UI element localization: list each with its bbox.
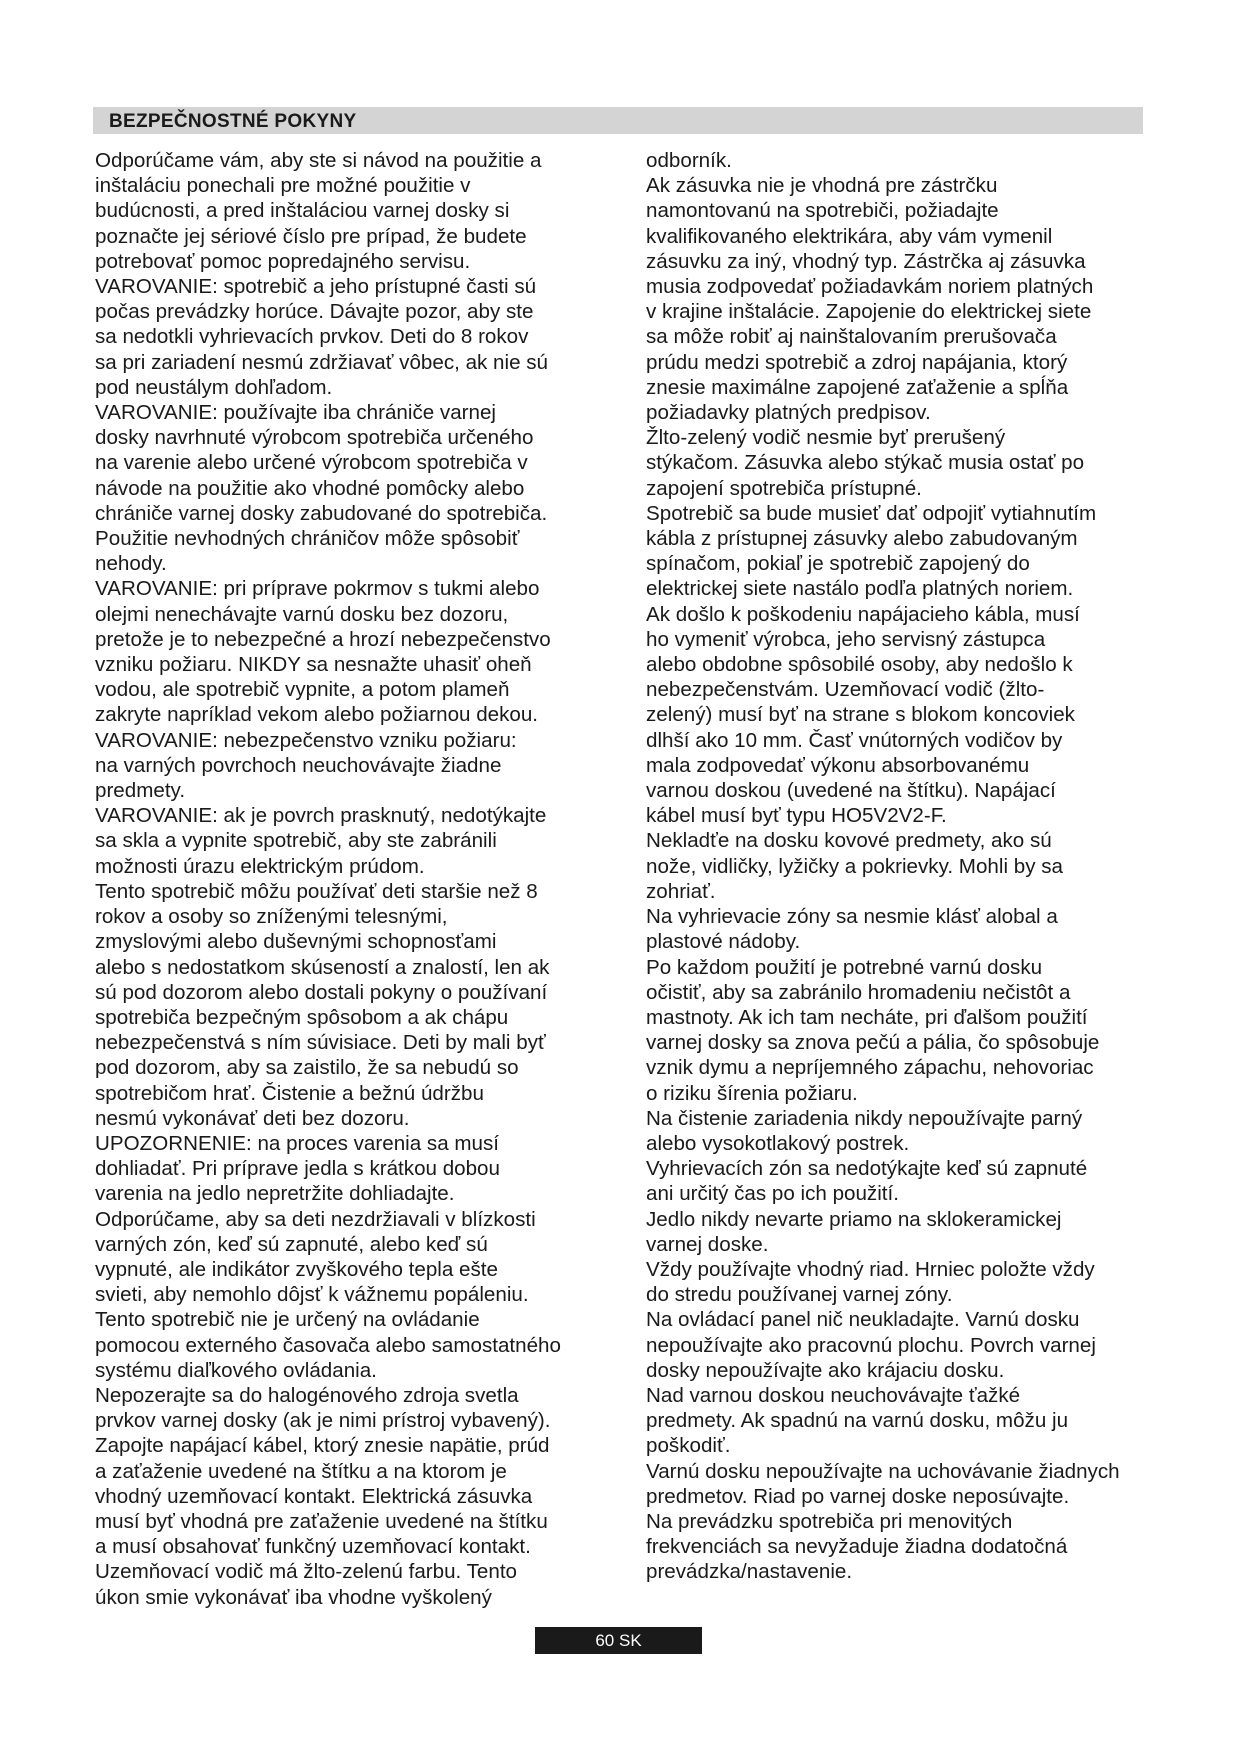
text-line: Nekladťe na dosku kovové predmety, ako sú <box>646 829 1052 853</box>
text-line: varnej dosky sa znova pečú a pália, čo spôsobuje <box>646 1031 1100 1055</box>
text-line: Na prevádzku spotrebiča pri menovitých <box>646 1509 1013 1533</box>
text-line: pod neustálym dohľadom. <box>95 375 333 399</box>
text-line: rokov a osoby so zníženými telesnými, <box>95 905 448 929</box>
text-line: Ak došlo k poškodeniu napájacieho kábla, musí <box>646 602 1080 626</box>
text-line: olejmi nenechávajte varnú dosku bez dozoru, <box>95 602 509 626</box>
text-line: zmyslovými alebo duševnými schopnosťami <box>95 930 497 954</box>
text-line: Na vyhrievacie zóny sa nesmie klásť alobal a <box>646 905 1058 929</box>
text-line: požiadavky platných predpisov. <box>646 401 931 425</box>
text-line: možnosti úrazu elektrickým prúdom. <box>95 854 425 878</box>
text-line: Uzemňovací vodič má žlto-zelenú farbu. Tento <box>95 1560 518 1584</box>
text-line: nebezpečenstvám. Uzemňovací vodič (žlto- <box>646 678 1045 702</box>
text-line: dlhší ako 10 mm. Časť vnútorných vodičov by <box>646 728 1063 752</box>
text-line: Spotrebič sa bude musieť dať odpojiť vytiahnutím <box>646 501 1097 525</box>
text-line: o riziku šírenia požiaru. <box>646 1081 858 1105</box>
text-line: vzniku požiaru. NIKDY sa nesnažte uhasiť oheň <box>95 653 532 677</box>
text-line: nebezpečenstvá s ním súvisiace. Deti by mali byť <box>95 1031 546 1055</box>
text-line: pretože je to nebezpečné a hrozí nebezpečenstvo <box>95 627 551 651</box>
text-line: Žlto-zelený vodič nesmie byť prerušený <box>646 426 1006 450</box>
text-line: alebo obdobne spôsobilé osoby, aby nedošlo k <box>646 653 1073 677</box>
text-line: VAROVANIE: ak je povrch prasknutý, nedotýkajte <box>95 804 547 828</box>
text-line: vznik dymu a nepríjemného zápachu, nehovoriac <box>646 1056 1094 1080</box>
text-line: zásuvku za iný, vhodný typ. Zástrčka aj zásuvka <box>646 249 1086 273</box>
text-line: Nad varnou doskou neuchovávajte ťažké <box>646 1383 1021 1407</box>
text-line: spotrebičom hrať. Čistenie a bežnú údržbu <box>95 1081 484 1105</box>
text-line: sa skla a vypnite spotrebič, aby ste zabránili <box>95 829 497 853</box>
text-line: varnou doskou (uvedené na štítku). Napájací <box>646 779 1056 803</box>
text-line: Po každom použití je potrebné varnú dosku <box>646 955 1043 979</box>
text-line: zapojení spotrebiča prístupné. <box>646 476 922 500</box>
text-line: sú pod dozorom alebo dostali pokyny o používaní <box>95 980 548 1004</box>
text-line: na varenie alebo určené výrobcom spotrebiča v <box>95 451 528 475</box>
text-line: varnej doske. <box>646 1232 769 1256</box>
text-line: stýkačom. Zásuvka alebo stýkač musia ostať po <box>646 451 1085 475</box>
text-line: Vyhrievacích zón sa nedotýkajte keď sú zapnuté <box>646 1157 1088 1181</box>
text-line: potrebovať pomoc popredajného servisu. <box>95 249 471 273</box>
text-line: návode na použitie ako vhodné pomôcky alebo <box>95 476 525 500</box>
text-line: Odporúčame, aby sa deti nezdržiavali v blízkosti <box>95 1207 536 1231</box>
text-line: Na ovládací panel nič neukladajte. Varnú dosku <box>646 1308 1080 1332</box>
text-line: nehody. <box>95 552 167 576</box>
text-line: spínačom, pokiaľ je spotrebič zapojený do <box>646 552 1030 576</box>
text-line: ani určitý čas po ich použití. <box>646 1182 899 1206</box>
text-line: Varnú dosku nepoužívajte na uchovávanie žiadnych <box>646 1459 1120 1483</box>
text-line: Tento spotrebič môžu používať deti staršie než 8 <box>95 879 538 903</box>
text-line: Použitie nevhodných chráničov môže spôsobiť <box>95 527 520 551</box>
text-line: dosky nepoužívajte ako krájaciu dosku. <box>646 1358 1005 1382</box>
text-line: do stredu používanej varnej zóny. <box>646 1283 953 1307</box>
text-line: Odporúčame vám, aby ste si návod na použitie a <box>95 149 542 172</box>
text-line: dohliadať. Pri príprave jedla s krátkou dobou <box>95 1157 500 1181</box>
text-line: Jedlo nikdy nevarte priamo na sklokeramickej <box>646 1207 1062 1231</box>
text-line: musia zodpovedať požiadavkám noriem platných <box>646 275 1094 299</box>
text-line: nepoužívajte ako pracovnú plochu. Povrch varnej <box>646 1333 1096 1357</box>
text-line: znesie maximálne zapojené zaťaženie a spĺňa <box>646 375 1069 399</box>
right-text-column <box>646 148 1166 1585</box>
text-line: Nepozerajte sa do halogénového zdroja svetla <box>95 1383 519 1407</box>
text-line: varných zón, keď sú zapnuté, alebo keď sú <box>95 1232 488 1256</box>
text-line: chrániče varnej dosky zabudované do spotrebiča. <box>95 501 548 525</box>
text-line: zakryte napríklad vekom alebo požiarnou dekou. <box>95 703 539 727</box>
text-line: vodou, ale spotrebič vypnite, a potom plameň <box>95 678 510 702</box>
text-line: inštaláciu ponechali pre možné použitie v <box>95 174 471 198</box>
text-line: VAROVANIE: spotrebič a jeho prístupné časti sú <box>95 275 537 299</box>
text-line: na varných povrchoch neuchovávajte žiadne <box>95 753 502 777</box>
text-line: kvalifikovaného elektrikára, aby vám vymenil <box>646 224 1053 248</box>
text-line: prvkov varnej dosky (ak je nimi prístroj vybavený). <box>95 1409 551 1433</box>
text-line: nože, vidličky, lyžičky a pokrievky. Mohli by sa <box>646 854 1063 878</box>
text-line: mala zodpovedať výkonu absorbovanému <box>646 753 1030 777</box>
text-line: spotrebiča bezpečným spôsobom a ak chápu <box>95 1005 509 1029</box>
text-line: predmety. <box>95 779 186 803</box>
text-line: musí byť vhodná pre zaťaženie uvedené na štítku <box>95 1509 548 1533</box>
text-line: pod dozorom, aby sa zaistilo, že sa nebudú so <box>95 1056 519 1080</box>
text-line: systému diaľkového ovládania. <box>95 1358 377 1382</box>
text-line: frekvenciách sa nevyžaduje žiadna dodatočná <box>646 1535 1068 1559</box>
text-line: nesmú vykonávať deti bez dozoru. <box>95 1106 410 1130</box>
text-line: VAROVANIE: nebezpečenstvo vzniku požiaru: <box>95 728 517 752</box>
text-line: poškodiť. <box>646 1434 731 1458</box>
text-line: odborník. <box>646 149 732 172</box>
text-line: zohriať. <box>646 879 716 903</box>
text-line: pomocou externého časovača alebo samostatného <box>95 1333 561 1357</box>
text-line: počas prevádzky horúce. Dávajte pozor, aby ste <box>95 300 534 324</box>
text-line: elektrickej siete nastálo podľa platných noriem. <box>646 577 1074 601</box>
text-line: v krajine inštalácie. Zapojenie do elektrickej siete <box>646 300 1092 324</box>
text-line: sa pri zariadení nesmú zdržiavať vôbec, ak nie sú <box>95 350 549 374</box>
page-number-badge: 60 SK <box>535 1627 702 1654</box>
text-line: zelený) musí byť na strane s blokom koncoviek <box>646 703 1075 727</box>
text-line: Ak zásuvka nie je vhodná pre zástrčku <box>646 174 998 198</box>
text-line: Tento spotrebič nie je určený na ovládanie <box>95 1308 480 1332</box>
text-line: a musí obsahovať funkčný uzemňovací kontakt. <box>95 1535 531 1559</box>
text-line: prúdu medzi spotrebič a zdroj napájania, ktorý <box>646 350 1068 374</box>
text-line: Na čistenie zariadenia nikdy nepoužívajte parný <box>646 1106 1083 1130</box>
text-line: alebo vysokotlakový postrek. <box>646 1131 910 1155</box>
text-line: VAROVANIE: používajte iba chrániče varnej <box>95 401 497 425</box>
text-line: sa môže robiť aj nainštalovaním prerušovača <box>646 325 1057 349</box>
text-line: svieti, aby nemohlo dôjsť k vážnemu popáleniu. <box>95 1283 529 1307</box>
text-line: VAROVANIE: pri príprave pokrmov s tukmi alebo <box>95 577 540 601</box>
text-line: kábel musí byť typu HO5V2V2-F. <box>646 804 947 828</box>
text-line: poznačte jej sériové číslo pre prípad, že budete <box>95 224 527 248</box>
text-line: predmetov. Riad po varnej doske neposúvajte. <box>646 1484 1070 1508</box>
text-line: prevádzka/nastavenie. <box>646 1560 853 1584</box>
text-line: plastové nádoby. <box>646 930 801 954</box>
text-line: vypnuté, ale indikátor zvyškového tepla ešte <box>95 1257 498 1281</box>
text-line: varenia na jedlo nepretržite dohliadajte. <box>95 1182 455 1206</box>
text-line: ho vymeniť výrobca, jeho servisný zástupca <box>646 627 1046 651</box>
text-line: Zapojte napájací kábel, ktorý znesie napätie, prúd <box>95 1434 550 1458</box>
text-line: predmety. Ak spadnú na varnú dosku, môžu ju <box>646 1409 1069 1433</box>
text-line: vhodný uzemňovací kontakt. Elektrická zásuvka <box>95 1484 533 1508</box>
section-title: BEZPEČNOSTNÉ POKYNY <box>109 111 357 132</box>
text-line: dosky navrhnuté výrobcom spotrebiča určeného <box>95 426 534 450</box>
left-text-column <box>95 148 615 1610</box>
text-line: Vždy používajte vhodný riad. Hrniec položte vždy <box>646 1257 1095 1281</box>
section-header-bar <box>93 107 1143 134</box>
text-line: UPOZORNENIE: na proces varenia sa musí <box>95 1131 500 1155</box>
text-line: a zaťaženie uvedené na štítku a na ktorom je <box>95 1459 507 1483</box>
text-line: mastnoty. Ak ich tam necháte, pri ďalšom použití <box>646 1005 1088 1029</box>
text-line: sa nedotkli vyhrievacích prvkov. Deti do 8 rokov <box>95 325 529 349</box>
text-line: úkon smie vykonávať iba vhodne vyškolený <box>95 1585 492 1609</box>
text-line: očistiť, aby sa zabránilo hromadeniu nečistôt a <box>646 980 1071 1004</box>
text-line: kábla z prístupnej zásuvky alebo zabudovaným <box>646 527 1078 551</box>
text-line: alebo s nedostatkom skúseností a znalostí, len ak <box>95 955 550 979</box>
text-line: namontovanú na spotrebiči, požiadajte <box>646 199 999 223</box>
text-line: budúcnosti, a pred inštaláciou varnej dosky si <box>95 199 510 223</box>
